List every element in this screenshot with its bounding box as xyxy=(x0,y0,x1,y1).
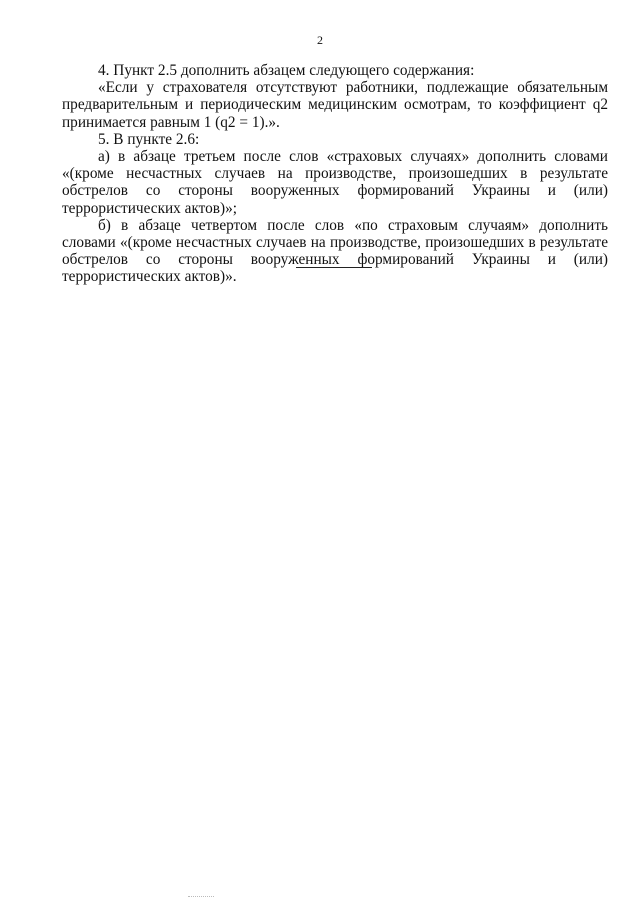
paragraph-item-5: 5. В пункте 2.6: xyxy=(98,130,200,148)
scan-artifact-mark xyxy=(188,896,214,897)
page-number: 2 xyxy=(317,33,323,47)
end-separator-line xyxy=(296,267,372,268)
paragraph-subitem-a: а) в абзаце третьем после слов «страховых случаях» дополнить словами «(кроме несчастных случаев на производстве, произошедших в результате обстрелов со стороны вооруженных формирований Украины и (или) террористических актов)»; xyxy=(62,148,608,217)
document-body xyxy=(62,62,608,286)
paragraph-subitem-b: б) в абзаце четвертом после слов «по страховым случаям» дополнить словами «(кроме несчастных случаев на производстве, произошедших в результате обстрелов со стороны вооруженных формирований Украины и (или) террористических актов)». xyxy=(62,216,608,286)
paragraph-quote-insurer: «Если у страхователя отсутствуют работники, подлежащие обязательным предварительным и периодическим медицинским осмотрам, то коэффициент q2 принимается равным 1 (q2 = 1).». xyxy=(62,79,608,131)
paragraph-item-4: 4. Пункт 2.5 дополнить абзацем следующего содержания: xyxy=(98,62,475,79)
